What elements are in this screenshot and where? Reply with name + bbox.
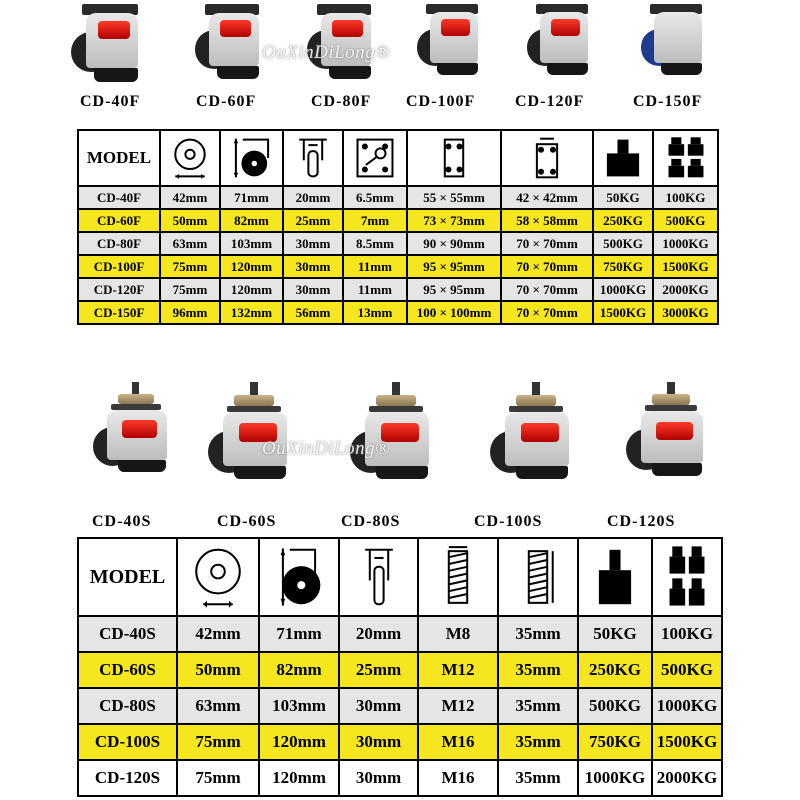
spec-cell: M12 — [418, 652, 498, 688]
table-row — [78, 652, 722, 688]
spec-cell: 100KG — [652, 616, 722, 652]
spec-cell: 11mm — [343, 255, 407, 278]
spec-cell: 82mm — [220, 209, 283, 232]
spec-cell: 250KG — [578, 652, 652, 688]
caster-photo — [488, 382, 583, 490]
spec-cell: 13mm — [343, 301, 407, 324]
spec-cell: 42mm — [160, 186, 220, 209]
thread-size-header — [418, 538, 498, 616]
spec-cell: 3000KG — [653, 301, 718, 324]
model-label: CD-80F — [311, 93, 372, 110]
spec-cell: 1000KG — [653, 232, 718, 255]
spec-cell: 7mm — [343, 209, 407, 232]
spec-cell: 100KG — [653, 186, 718, 209]
hole-spacing-header — [501, 130, 593, 186]
spec-cell: 8.5mm — [343, 232, 407, 255]
caster-photo — [206, 382, 301, 490]
caster-photo — [91, 382, 179, 482]
table-row — [78, 760, 722, 796]
model-label: CD-60F — [196, 93, 257, 110]
table-header-row — [78, 538, 722, 616]
spec-cell: 103mm — [259, 688, 339, 724]
caster-photo — [639, 4, 713, 88]
wheel-width-icon — [356, 543, 402, 611]
caster-photo — [70, 4, 151, 96]
threaded-stem-spec-table — [77, 537, 723, 797]
total-load-header — [653, 130, 718, 186]
total-load-icon — [664, 543, 710, 611]
thread-size-icon — [435, 543, 481, 611]
model-label: CD-40F — [80, 93, 141, 110]
model-cell: CD-120F — [78, 278, 160, 301]
spec-cell: M16 — [418, 760, 498, 796]
spec-cell: 6.5mm — [343, 186, 407, 209]
spec-cell: 35mm — [498, 760, 578, 796]
table-row — [78, 616, 722, 652]
spec-cell: 50mm — [160, 209, 220, 232]
table-row — [78, 301, 718, 324]
model-label: CD-150F — [633, 93, 703, 110]
spec-cell: 500KG — [578, 688, 652, 724]
table-header-row — [78, 130, 718, 186]
flat-plate-spec-table — [77, 129, 719, 325]
wheel-diameter-header — [160, 130, 220, 186]
spec-cell: 75mm — [177, 724, 259, 760]
spec-cell: 50mm — [177, 652, 259, 688]
spec-cell: 75mm — [177, 760, 259, 796]
model-label: CD-120S — [607, 513, 676, 530]
spec-cell: 95 × 95mm — [407, 255, 501, 278]
caster-photo — [525, 4, 599, 88]
wheel-height-header — [220, 130, 283, 186]
spec-cell: 20mm — [283, 186, 343, 209]
table-row — [78, 186, 718, 209]
model-label: CD-120F — [515, 93, 585, 110]
plate-size-header — [407, 130, 501, 186]
model-cell: CD-80F — [78, 232, 160, 255]
spec-cell: 30mm — [339, 760, 418, 796]
spec-cell: 132mm — [220, 301, 283, 324]
spec-cell: 96mm — [160, 301, 220, 324]
caster-photo — [194, 4, 271, 92]
model-label: CD-100F — [406, 93, 476, 110]
watermark-bottom: OuXinDiLong® — [262, 438, 391, 459]
spec-cell: 25mm — [339, 652, 418, 688]
model-cell: CD-100S — [78, 724, 177, 760]
table-row — [78, 209, 718, 232]
spec-cell: 100 × 100mm — [407, 301, 501, 324]
spec-cell: 120mm — [220, 255, 283, 278]
spec-cell: 11mm — [343, 278, 407, 301]
spec-cell: 30mm — [339, 688, 418, 724]
model-label: CD-80S — [341, 513, 401, 530]
model-cell: CD-60F — [78, 209, 160, 232]
spec-cell: 250KG — [593, 209, 653, 232]
spec-cell: 1500KG — [652, 724, 722, 760]
spec-cell: 500KG — [593, 232, 653, 255]
caster-photo — [625, 382, 716, 486]
wheel-width-header — [339, 538, 418, 616]
model-cell: CD-100F — [78, 255, 160, 278]
caster-photo — [348, 382, 443, 490]
spec-cell: 58 × 58mm — [501, 209, 593, 232]
spec-cell: 95 × 95mm — [407, 278, 501, 301]
spec-cell: 30mm — [283, 232, 343, 255]
plate-size-icon — [431, 135, 477, 181]
spec-cell: 55 × 55mm — [407, 186, 501, 209]
spec-cell: 90 × 90mm — [407, 232, 501, 255]
model-header: MODEL — [78, 130, 160, 186]
model-header: MODEL — [78, 538, 177, 616]
table-row — [78, 255, 718, 278]
caster-photo — [415, 4, 489, 88]
bolt-hole-header — [343, 130, 407, 186]
wheel-height-icon — [229, 135, 275, 181]
spec-cell: 20mm — [339, 616, 418, 652]
spec-cell: 63mm — [177, 688, 259, 724]
spec-cell: 1500KG — [593, 301, 653, 324]
model-label: CD-40S — [92, 513, 152, 530]
spec-cell: 50KG — [593, 186, 653, 209]
wheel-diameter-header — [177, 538, 259, 616]
thread-length-icon — [515, 543, 561, 611]
model-label: CD-100S — [474, 513, 543, 530]
spec-cell: 120mm — [259, 760, 339, 796]
spec-cell: 71mm — [220, 186, 283, 209]
spec-cell: 56mm — [283, 301, 343, 324]
table-row — [78, 724, 722, 760]
spec-cell: 35mm — [498, 724, 578, 760]
single-load-header — [578, 538, 652, 616]
model-cell: CD-40S — [78, 616, 177, 652]
spec-cell: M12 — [418, 688, 498, 724]
table-row — [78, 278, 718, 301]
spec-cell: 1000KG — [593, 278, 653, 301]
bolt-hole-icon — [352, 135, 398, 181]
spec-cell: 2000KG — [653, 278, 718, 301]
spec-cell: 70 × 70mm — [501, 301, 593, 324]
spec-cell: 1000KG — [578, 760, 652, 796]
watermark-top: OuXinDiLong® — [262, 42, 391, 63]
spec-cell: 120mm — [220, 278, 283, 301]
spec-cell: 82mm — [259, 652, 339, 688]
spec-cell: 75mm — [160, 255, 220, 278]
spec-cell: 70 × 70mm — [501, 255, 593, 278]
spec-cell: 73 × 73mm — [407, 209, 501, 232]
single-load-header — [593, 130, 653, 186]
table-row — [78, 232, 718, 255]
spec-cell: 70 × 70mm — [501, 232, 593, 255]
spec-cell: 120mm — [259, 724, 339, 760]
spec-cell: 25mm — [283, 209, 343, 232]
spec-cell: 50KG — [578, 616, 652, 652]
spec-cell: 750KG — [593, 255, 653, 278]
model-cell: CD-120S — [78, 760, 177, 796]
spec-cell: 35mm — [498, 688, 578, 724]
model-cell: CD-80S — [78, 688, 177, 724]
spec-cell: 75mm — [160, 278, 220, 301]
spec-cell: 1000KG — [652, 688, 722, 724]
spec-cell: 30mm — [283, 278, 343, 301]
total-load-icon — [663, 135, 709, 181]
spec-cell: 750KG — [578, 724, 652, 760]
wheel-diameter-icon — [167, 135, 213, 181]
table-row — [78, 688, 722, 724]
single-load-icon — [600, 135, 646, 181]
spec-cell: 35mm — [498, 652, 578, 688]
wheel-height-header — [259, 538, 339, 616]
model-cell: CD-60S — [78, 652, 177, 688]
spec-cell: 1500KG — [653, 255, 718, 278]
model-label: CD-60S — [217, 513, 277, 530]
hole-spacing-icon — [524, 135, 570, 181]
model-cell: CD-150F — [78, 301, 160, 324]
single-load-icon — [592, 543, 638, 611]
spec-cell: 30mm — [283, 255, 343, 278]
spec-cell: M16 — [418, 724, 498, 760]
model-cell: CD-40F — [78, 186, 160, 209]
thread-length-header — [498, 538, 578, 616]
spec-cell: 71mm — [259, 616, 339, 652]
wheel-height-icon — [276, 543, 322, 611]
spec-cell: 42mm — [177, 616, 259, 652]
total-load-header — [652, 538, 722, 616]
spec-cell: 42 × 42mm — [501, 186, 593, 209]
spec-cell: 35mm — [498, 616, 578, 652]
wheel-width-header — [283, 130, 343, 186]
spec-cell: 500KG — [652, 652, 722, 688]
spec-cell: 2000KG — [652, 760, 722, 796]
spec-cell: M8 — [418, 616, 498, 652]
spec-cell: 70 × 70mm — [501, 278, 593, 301]
spec-cell: 63mm — [160, 232, 220, 255]
spec-cell: 103mm — [220, 232, 283, 255]
spec-cell: 500KG — [653, 209, 718, 232]
wheel-width-icon — [290, 135, 336, 181]
wheel-diameter-icon — [195, 543, 241, 611]
spec-cell: 30mm — [339, 724, 418, 760]
